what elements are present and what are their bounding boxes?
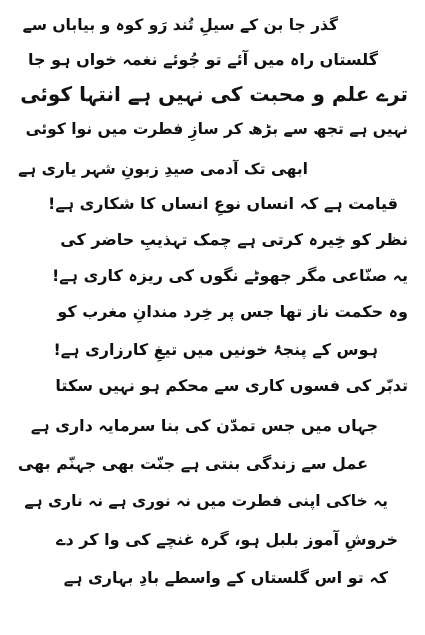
- poem-line: ترے علم و محبت کی نہیں ہے انتہا کوئی: [20, 82, 408, 106]
- poem-line: نظر کو خِیرہ کرتی ہے چمک تہذیبِ حاضر کی: [60, 230, 408, 249]
- poem-line: جہاں میں جس تمدّن کی بنا سرمایہ داری ہے: [30, 416, 378, 435]
- poem-line: وہ حکمت ناز تھا جس پر خِرد مندانِ مغرب کو: [57, 302, 408, 321]
- poem-line: گلستاں راہ میں آئے تو جُوئے نغمہ خواں ہو جا: [28, 50, 378, 69]
- poem-line: گذر جا بن کے سیلِ تُند رَو کوہ و بیاباں سے: [22, 16, 338, 34]
- poem-line: یہ صنّاعی مگر جھوٹے نگوں کی ریزہ کاری ہے!: [51, 266, 408, 285]
- poem-line: تدبّر کی فسوں کاری سے محکم ہو نہیں سکتا: [55, 376, 408, 395]
- poem-line: عمل سے زندگی بنتی ہے جنّت بھی جہنّم بھی: [17, 454, 368, 473]
- poem-line: قیامت ہے کہ انساں نوعِ انساں کا شکاری ہے!: [48, 194, 398, 213]
- poem-line: ہوس کے پنجۂ خونیں میں تیغِ کارزاری ہے!: [53, 340, 378, 359]
- poem-line: یہ خاکی اپنی فطرت میں نہ نوری ہے نہ ناری ہے: [24, 492, 388, 510]
- poem-line: ابھی تک آدمی صیدِ زبونِ شہر یاری ہے: [18, 160, 308, 178]
- poem-line: نہیں ہے تجھ سے بڑھ کر سازِ فطرت میں نوا کوئی: [25, 120, 408, 138]
- poem-line: خروشِ آموز بلبل ہو، گرہ غنچے کی وا کر دے: [56, 530, 398, 549]
- poem-line: کہ تو اس گلستاں کے واسطے بادِ بہاری ہے: [63, 568, 388, 587]
